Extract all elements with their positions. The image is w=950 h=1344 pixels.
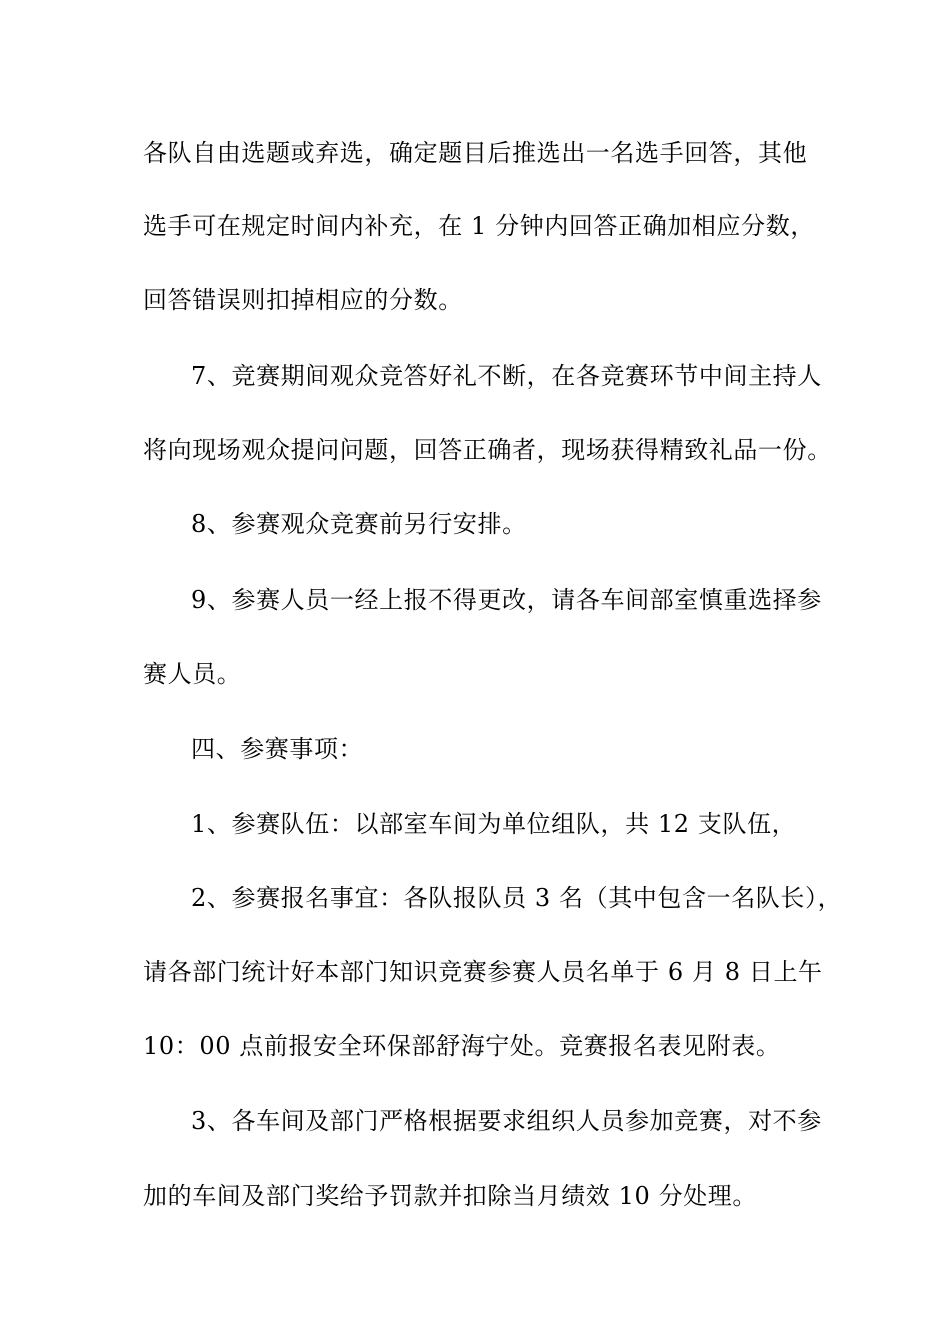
text-line-3: 回答错误则扣掉相应的分数。 <box>143 286 463 314</box>
text-line-12: 请各部门统计好本部门知识竞赛参赛人员名单于 6 月 8 日上午 <box>143 958 823 986</box>
text-line-14: 3、各车间及部门严格根据要求组织人员参加竞赛，对不参 <box>191 1107 822 1135</box>
text-line-7: 9、参赛人员一经上报不得更改，请各车间部室慎重选择参 <box>191 586 822 614</box>
text-line-2: 选手可在规定时间内补充，在 1 分钟内回答正确加相应分数， <box>143 212 815 240</box>
text-line-15: 加的车间及部门奖给予罚款并扣除当月绩效 10 分处理。 <box>143 1182 757 1210</box>
text-line-4: 7、竞赛期间观众竞答好礼不断，在各竞赛环节中间主持人 <box>191 362 822 390</box>
text-line-10: 1、参赛队伍：以部室车间为单位组队，共 12 支队伍， <box>191 810 797 838</box>
text-line-11: 2、参赛报名事宜：各队报队员 3 名（其中包含一名队长）， <box>191 884 843 912</box>
text-line-13: 10：00 点前报安全环保部舒海宁处。竞赛报名表见附表。 <box>143 1032 781 1060</box>
section-heading: 四、参赛事项： <box>191 735 364 763</box>
text-line-5: 将向现场观众提问问题，回答正确者，现场获得精致礼品一份。 <box>143 436 832 464</box>
text-line-6: 8、参赛观众竞赛前另行安排。 <box>191 510 527 538</box>
text-line-8: 赛人员。 <box>143 660 242 688</box>
text-line-1: 各队自由选题或弃选，确定题目后推选出一名选手回答，其他 <box>143 139 808 167</box>
